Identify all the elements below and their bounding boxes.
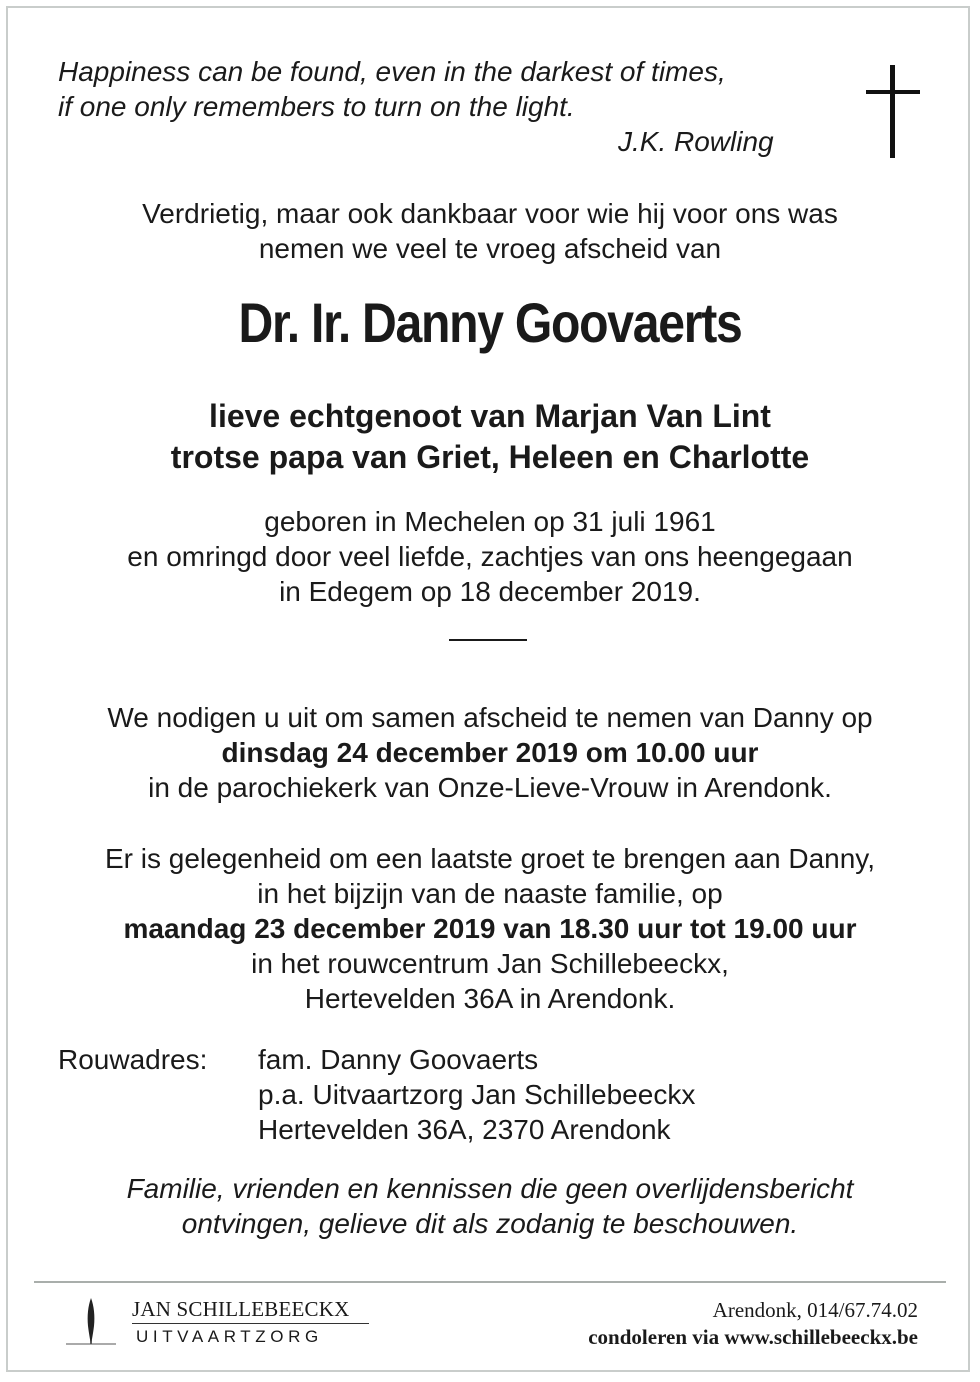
cypress-tree-icon bbox=[62, 1296, 120, 1348]
intro-text bbox=[0, 196, 980, 266]
life-dates bbox=[0, 504, 980, 609]
condolence-website[interactable]: condoleren via www.schillebeeckx.be bbox=[588, 1325, 918, 1349]
logo-divider bbox=[132, 1323, 369, 1324]
visitation-info bbox=[0, 841, 980, 1016]
divider bbox=[449, 639, 527, 641]
visitation-location: Hertevelden 36A in Arendonk. bbox=[304, 983, 676, 1014]
address-line: Hertevelden 36A, 2370 Arendonk bbox=[258, 1114, 671, 1145]
life-dates-line: en omringd door veel liefde, zachtjes van ons heengegaan bbox=[127, 541, 853, 572]
ceremony-datetime: dinsdag 24 december 2019 om 10.00 uur bbox=[221, 737, 759, 768]
visitation-location: in het rouwcentrum Jan Schillebeeckx, bbox=[251, 948, 729, 979]
address-line: p.a. Uitvaartzorg Jan Schillebeeckx bbox=[258, 1079, 696, 1110]
ceremony-location: in de parochiekerk van Onze-Lieve-Vrouw in Arendonk. bbox=[148, 772, 832, 803]
closing-note bbox=[0, 1171, 980, 1241]
life-dates-line: in Edegem op 18 december 2019. bbox=[279, 576, 701, 607]
intro-line: Verdrietig, maar ook dankbaar voor wie hij voor ons was bbox=[142, 198, 838, 229]
visitation-line: in het bijzijn van de naaste familie, op bbox=[257, 878, 723, 909]
address-block bbox=[258, 1042, 695, 1147]
address-label: Rouwadres: bbox=[58, 1044, 208, 1075]
ceremony-info bbox=[0, 700, 980, 805]
quote-line: if one only remembers to turn on the light. bbox=[58, 91, 575, 122]
visitation-datetime: maandag 23 december 2019 van 18.30 uur tot 19.00 uur bbox=[123, 913, 857, 944]
relations bbox=[0, 396, 980, 478]
quote-line: Happiness can be found, even in the darkest of times, bbox=[58, 56, 726, 87]
intro-line: nemen we veel te vroeg afscheid van bbox=[258, 233, 722, 264]
quote-author: J.K. Rowling bbox=[618, 126, 774, 157]
contact-info bbox=[588, 1297, 918, 1351]
closing-line: ontvingen, gelieve dit als zodanig te beschouwen. bbox=[181, 1208, 799, 1239]
funeral-home-name: JAN SCHILLEBEECKX bbox=[132, 1297, 350, 1321]
visitation-line: Er is gelegenheid om een laatste groet te brengen aan Danny, bbox=[105, 843, 875, 874]
life-dates-line: geboren in Mechelen op 31 juli 1961 bbox=[264, 506, 716, 537]
relation-line: trotse papa van Griet, Heleen en Charlotte bbox=[170, 439, 810, 475]
relation-line: lieve echtgenoot van Marjan Van Lint bbox=[209, 398, 771, 434]
contact-phone: Arendonk, 014/67.74.02 bbox=[712, 1298, 918, 1322]
footer-divider bbox=[34, 1281, 946, 1283]
funeral-home-subtitle: UITVAARTZORG bbox=[136, 1327, 323, 1346]
deceased-name: Dr. Ir. Danny Goovaerts bbox=[238, 291, 742, 354]
quote bbox=[58, 54, 726, 124]
closing-line: Familie, vrienden en kennissen die geen overlijdensbericht bbox=[126, 1173, 854, 1204]
address-line: fam. Danny Goovaerts bbox=[258, 1044, 539, 1075]
ceremony-line: We nodigen u uit om samen afscheid te nemen van Danny op bbox=[107, 702, 873, 733]
